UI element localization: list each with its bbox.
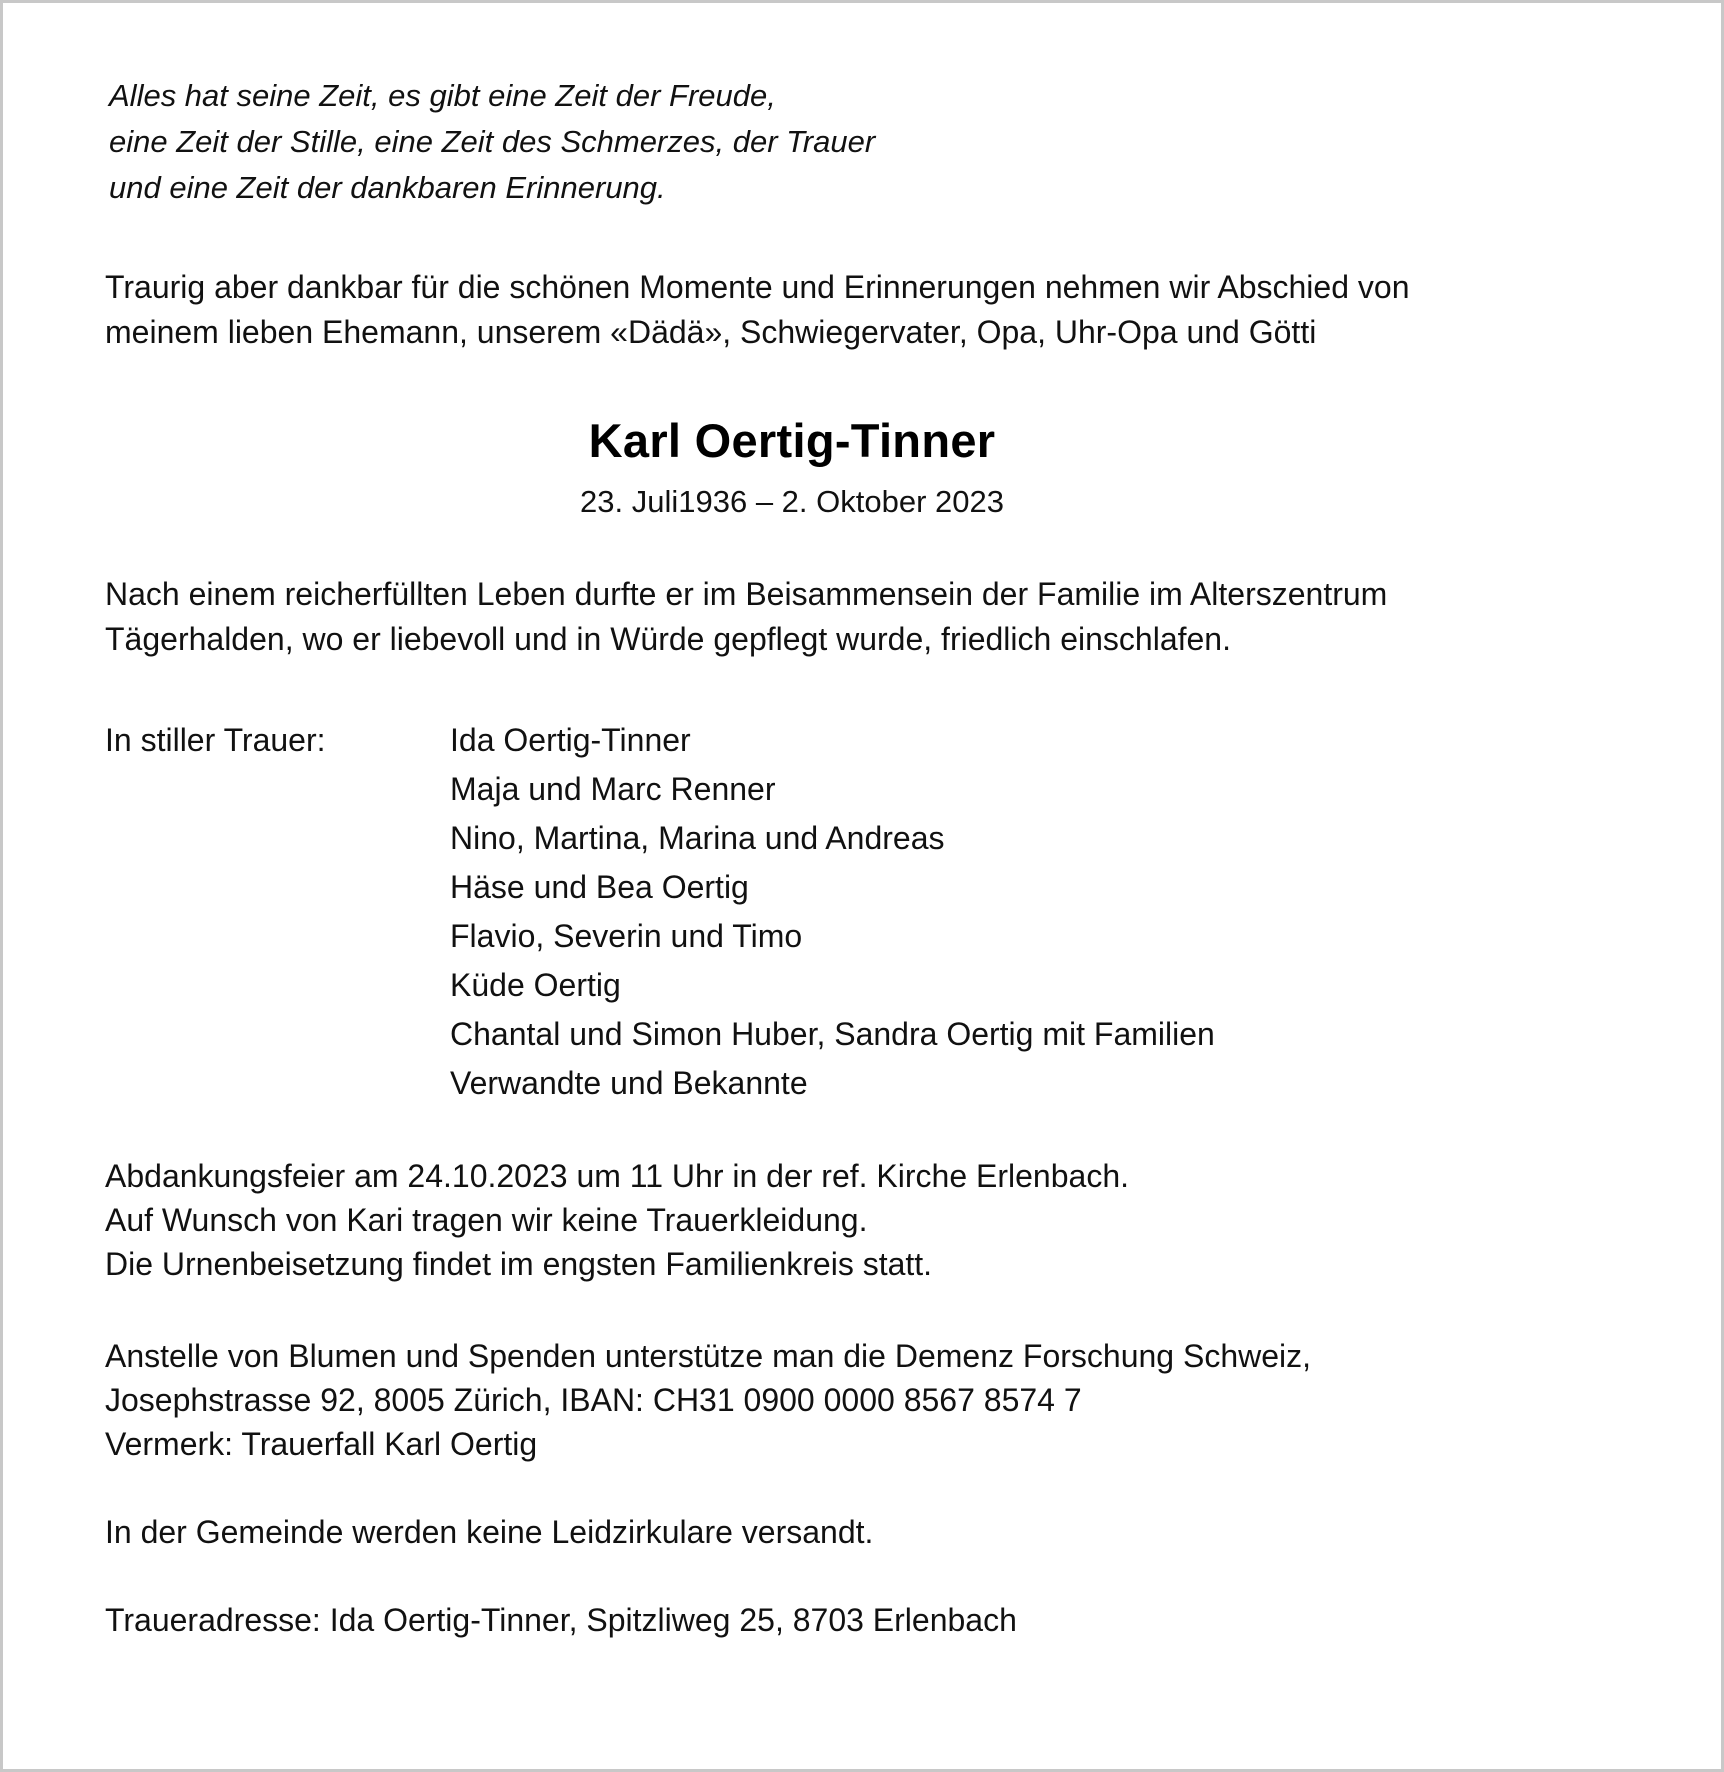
list-item: Ida Oertig-Tinner: [450, 722, 691, 758]
mourners-list: [450, 716, 1215, 1108]
ceremony-line-2: Auf Wunsch von Kari tragen wir keine Trauerkleidung.: [105, 1202, 868, 1238]
passing-line-2: Tägerhalden, wo er liebevoll und in Würde gepflegt wurde, friedlich einschlafen.: [105, 621, 1231, 657]
donation-details: [105, 1334, 1621, 1466]
mourners-label: In stiller Trauer:: [105, 722, 326, 758]
quote-line-1: Alles hat seine Zeit, es gibt eine Zeit der Freude,: [109, 78, 776, 113]
list-item: Küde Oertig: [450, 967, 621, 1003]
donation-line-2: Josephstrasse 92, 8005 Zürich, IBAN: CH31 0900 0000 8567 8574 7: [105, 1382, 1082, 1418]
opening-quote: [109, 73, 1621, 211]
list-item: Chantal und Simon Huber, Sandra Oertig mit Familien: [450, 1016, 1215, 1052]
deceased-name: Karl Oertig-Tinner: [588, 414, 996, 467]
list-item: Flavio, Severin und Timo: [450, 918, 803, 954]
deceased-dates: 23. Juli1936 – 2. Oktober 2023: [580, 484, 1004, 519]
passing-line-1: Nach einem reicherfüllten Leben durfte er im Beisammensein der Familie im Alterszentrum: [105, 576, 1388, 612]
donation-line-3: Vermerk: Trauerfall Karl Oertig: [105, 1426, 538, 1462]
introduction-paragraph: [105, 265, 1621, 355]
list-item: Verwandte und Bekannte: [450, 1065, 808, 1101]
intro-line-2: meinem lieben Ehemann, unserem «Dädä», Schwiegervater, Opa, Uhr-Opa und Götti: [105, 314, 1317, 350]
list-item: Nino, Martina, Marina und Andreas: [450, 820, 945, 856]
mourners-section: [105, 716, 1621, 1108]
circulars-note: In der Gemeinde werden keine Leidzirkulare versandt.: [105, 1514, 874, 1550]
quote-line-2: eine Zeit der Stille, eine Zeit des Schmerzes, der Trauer: [109, 124, 876, 159]
mourning-address: Traueradresse: Ida Oertig-Tinner, Spitzliweg 25, 8703 Erlenbach: [105, 1602, 1017, 1638]
passing-paragraph: [105, 572, 1621, 662]
ceremony-details: [105, 1154, 1621, 1286]
ceremony-line-1: Abdankungsfeier am 24.10.2023 um 11 Uhr in der ref. Kirche Erlenbach.: [105, 1158, 1129, 1194]
donation-line-1: Anstelle von Blumen und Spenden unterstütze man die Demenz Forschung Schweiz,: [105, 1338, 1312, 1374]
intro-line-1: Traurig aber dankbar für die schönen Momente und Erinnerungen nehmen wir Abschied von: [105, 269, 1410, 305]
quote-line-3: und eine Zeit der dankbaren Erinnerung.: [109, 170, 666, 205]
ceremony-line-3: Die Urnenbeisetzung findet im engsten Familienkreis statt.: [105, 1246, 933, 1282]
deceased-block: [0, 413, 1621, 520]
list-item: Häse und Bea Oertig: [450, 869, 749, 905]
list-item: Maja und Marc Renner: [450, 771, 776, 807]
